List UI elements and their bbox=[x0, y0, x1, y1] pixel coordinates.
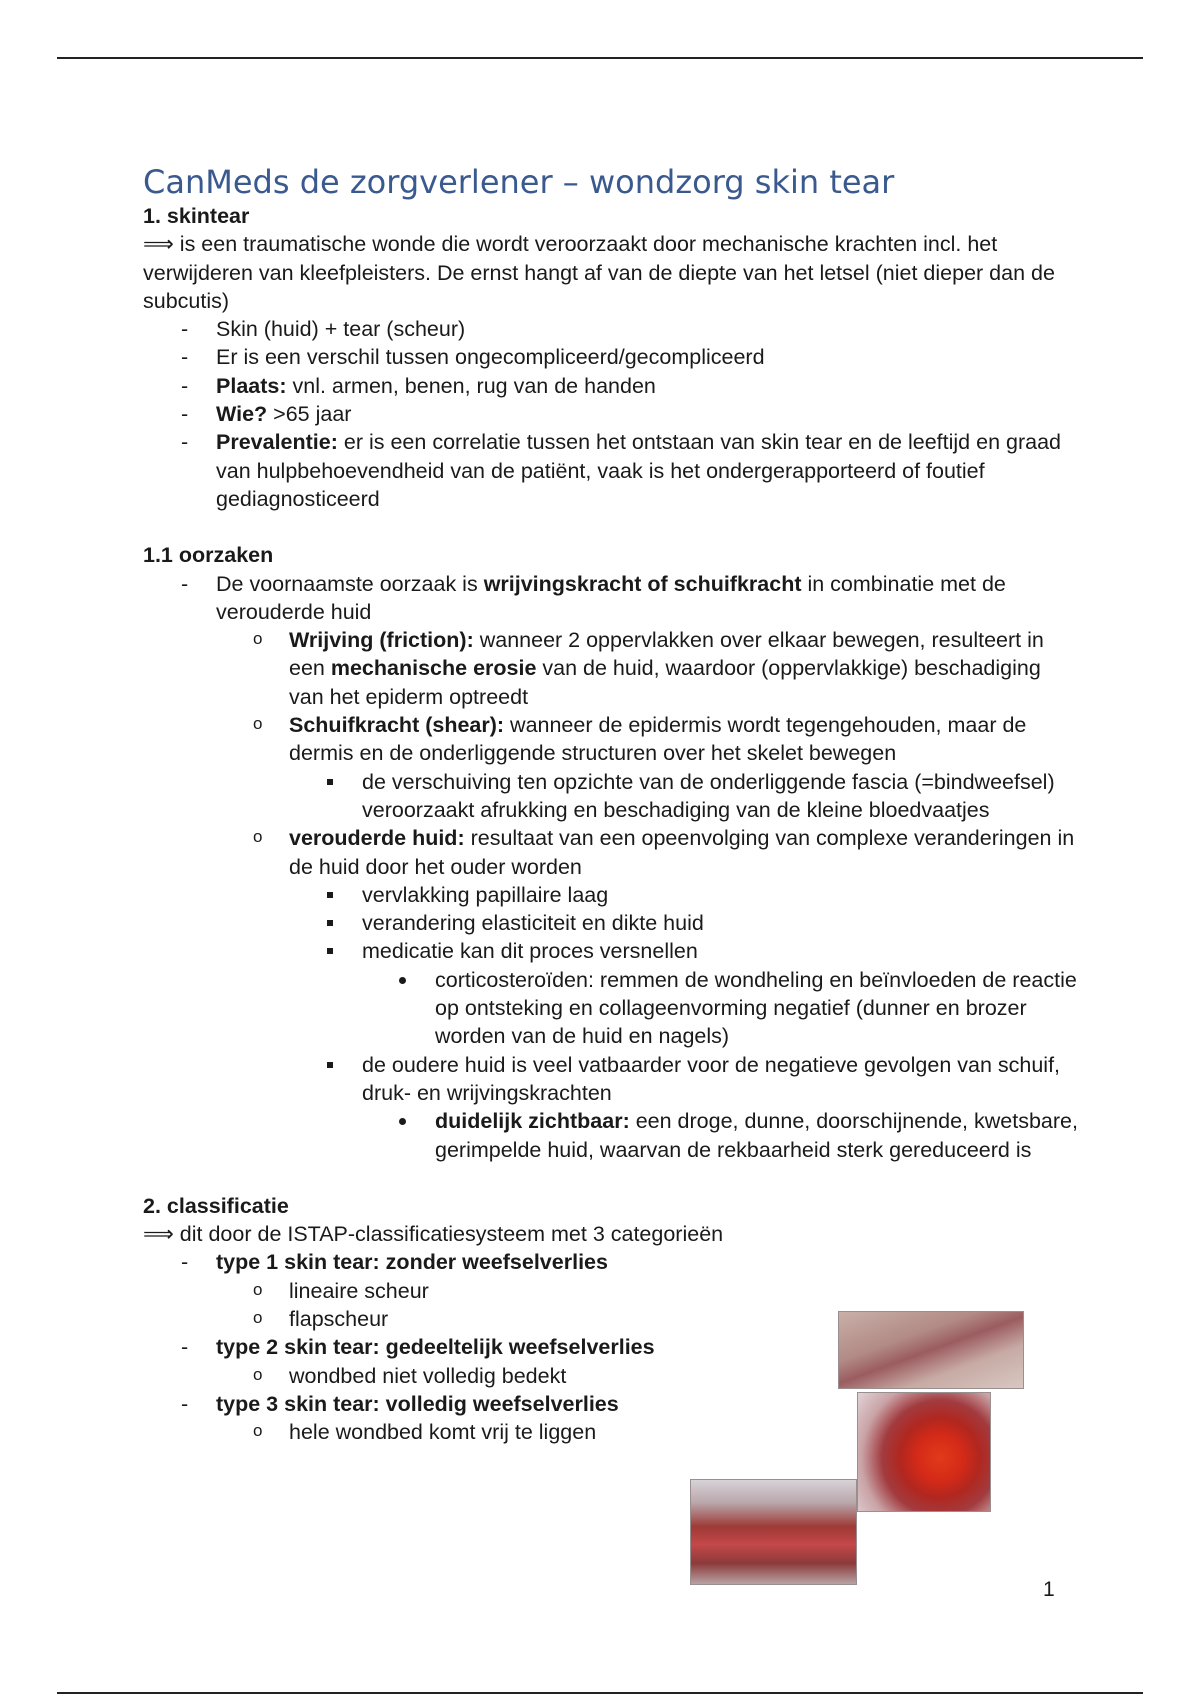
section-heading-skintear: 1. skintear bbox=[143, 204, 250, 228]
list-item: o Wrijving (friction): wanneer 2 oppervlakken over elkaar bewegen, resulteert in een mechanische erosie van de huid, waardoor (oppervlakkige) beschadiging van het epiderm optreedt bbox=[143, 626, 1078, 711]
visible-signs-sublist bbox=[143, 1107, 1078, 1164]
oorzaken-sublist bbox=[143, 626, 1078, 1164]
list-item: - type 2 skin tear: gedeeltelijk weefselverlies o wondbed niet volledig bedekt bbox=[143, 1333, 1078, 1390]
section-heading-classificatie: 2. classificatie bbox=[143, 1193, 289, 1218]
classificatie-intro: ⟹ dit door de ISTAP-classificatiesysteem met 3 categorieën bbox=[143, 1222, 724, 1247]
list-item: de oudere huid is veel vatbaarder voor de negatieve gevolgen van schuif, druk- en wrijvingskrachten duidelijk zichtbaar: een droge, dunne, doorschijnende, kwetsbare, gerimpelde huid, waarvan de rekbaarheid sterk gereduceerd is bbox=[143, 1051, 1078, 1164]
skintear-intro: ⟹ is een traumatische wonde die wordt veroorzaakt door mechanische krachten incl. het verwijderen van kleefpleisters. De ernst hangt af van de diepte van het letsel (niet dieper dan de subcutis) bbox=[143, 232, 1055, 313]
list-item: verandering elasticiteit en dikte huid bbox=[143, 909, 1078, 937]
skin-tear-type1-photo bbox=[838, 1311, 1024, 1389]
header-rule bbox=[57, 57, 1143, 59]
aging-sublist bbox=[143, 881, 1078, 1164]
shear-sublist bbox=[143, 768, 1078, 825]
oorzaken-list bbox=[143, 570, 1078, 1164]
list-item: - Plaats: vnl. armen, benen, rug van de handen bbox=[143, 372, 1078, 400]
skin-tear-type2-photo bbox=[857, 1392, 991, 1512]
list-item: corticosteroïden: remmen de wondheling en beïnvloeden de reactie op ontsteking en collageenvorming negatief (dunner en brozer worden van de huid en nagels) bbox=[143, 966, 1078, 1051]
list-item: o verouderde huid: resultaat van een opeenvolging van complexe veranderingen in de huid door het ouder worden vervlakking papillaire laag verandering elasticiteit en dikte huid medicatie kan dit proces versnellen corticosteroïden: remmen de wondheling en beïnvloeden de reactie op ontsteking en collageenvorming negatief (dunner en brozer worden van de huid en nagels) de oudere huid is veel vatbaarder voor de negatieve gevolgen van schuif, druk- en wrijvingskrachten duidelijk zichtbaar: een droge, dunne, doorschijnende, kwetsbare, gerimpelde huid, waarvan de rekbaarheid sterk gereduceerd is bbox=[143, 824, 1078, 1164]
list-item: o wondbed niet volledig bedekt bbox=[143, 1362, 1078, 1390]
list-item: medicatie kan dit proces versnellen corticosteroïden: remmen de wondheling en beïnvloeden de reactie op ontsteking en collageenvorming negatief (dunner en brozer worden van de huid en nagels) bbox=[143, 937, 1078, 1050]
list-item: o Schuifkracht (shear): wanneer de epidermis wordt tegengehouden, maar de dermis en de onderliggende structuren over het skelet bewegen de verschuiving ten opzichte van de onderliggende fascia (=bindweefsel) veroorzaakt afrukking en beschadiging van de kleine bloedvaatjes bbox=[143, 711, 1078, 824]
skintear-list bbox=[143, 315, 1078, 513]
medication-sublist bbox=[143, 966, 1078, 1051]
list-item: - type 3 skin tear: volledig weefselverlies o hele wondbed komt vrij te liggen bbox=[143, 1390, 1078, 1447]
list-item: de verschuiving ten opzichte van de onderliggende fascia (=bindweefsel) veroorzaakt afrukking en beschadiging van de kleine bloedvaatjes bbox=[143, 768, 1078, 825]
list-item: duidelijk zichtbaar: een droge, dunne, doorschijnende, kwetsbare, gerimpelde huid, waarvan de rekbaarheid sterk gereduceerd is bbox=[143, 1107, 1078, 1164]
list-item: - De voornaamste oorzaak is wrijvingskracht of schuifkracht in combinatie met de verouderde huid o Wrijving (friction): wanneer 2 oppervlakken over elkaar bewegen, resulteert in een mechanische erosie van de huid, waardoor (oppervlakkige) beschadiging van het epiderm optreedt o Schuifkracht (shear): wanneer de epidermis wordt tegengehouden, maar de dermis en de onderliggende structuren over het skelet bewegen de verschuiving ten opzichte van de onderliggende fascia (=bindweefsel) veroorzaakt afrukking en beschadiging van de kleine bloedvaatjes o verouderde huid: resultaat van een opeenvolging van complexe veranderingen in de huid door het ouder worden vervlakking papillaire laag verandering elasticiteit en dikte huid medicatie kan dit proces versnellen corticosteroïden: remmen de wondheling en beïnvloeden de reactie op ontsteking en collageenvorming negatief (dunner en brozer worden van de huid en nagels) de oudere huid is veel vatbaarder voor de negatieve gevolgen van schuif, druk- en wrijvingskrachten duidelijk zichtbaar: een droge, dunne, doorschijnende, kwetsbare, gerimpelde huid, waarvan de rekbaarheid sterk gereduceerd is bbox=[143, 570, 1078, 1164]
list-item: o flapscheur bbox=[143, 1305, 1078, 1333]
footer-rule bbox=[57, 1692, 1143, 1694]
list-item: - Prevalentie: er is een correlatie tussen het ontstaan van skin tear en de leeftijd en graad van hulpbehoevendheid van de patiënt, vaak is het ondergerapporteerd of foutief gediagnosticeerd bbox=[143, 428, 1078, 513]
skin-tear-type3-photo bbox=[690, 1479, 857, 1585]
document-body bbox=[143, 162, 1078, 1446]
list-item: - type 1 skin tear: zonder weefselverlies o lineaire scheur o flapscheur bbox=[143, 1248, 1078, 1333]
page-number: 1 bbox=[1043, 1578, 1055, 1601]
section-heading-oorzaken: 1.1 oorzaken bbox=[143, 543, 274, 568]
page-title: CanMeds de zorgverlener – wondzorg skin tear bbox=[143, 163, 895, 201]
list-item: - Skin (huid) + tear (scheur) bbox=[143, 315, 1078, 343]
list-item: vervlakking papillaire laag bbox=[143, 881, 1078, 909]
list-item: - Wie? >65 jaar bbox=[143, 400, 1078, 428]
list-item: o hele wondbed komt vrij te liggen bbox=[143, 1418, 1078, 1446]
list-item: o lineaire scheur bbox=[143, 1277, 1078, 1305]
list-item: - Er is een verschil tussen ongecompliceerd/gecompliceerd bbox=[143, 343, 1078, 371]
